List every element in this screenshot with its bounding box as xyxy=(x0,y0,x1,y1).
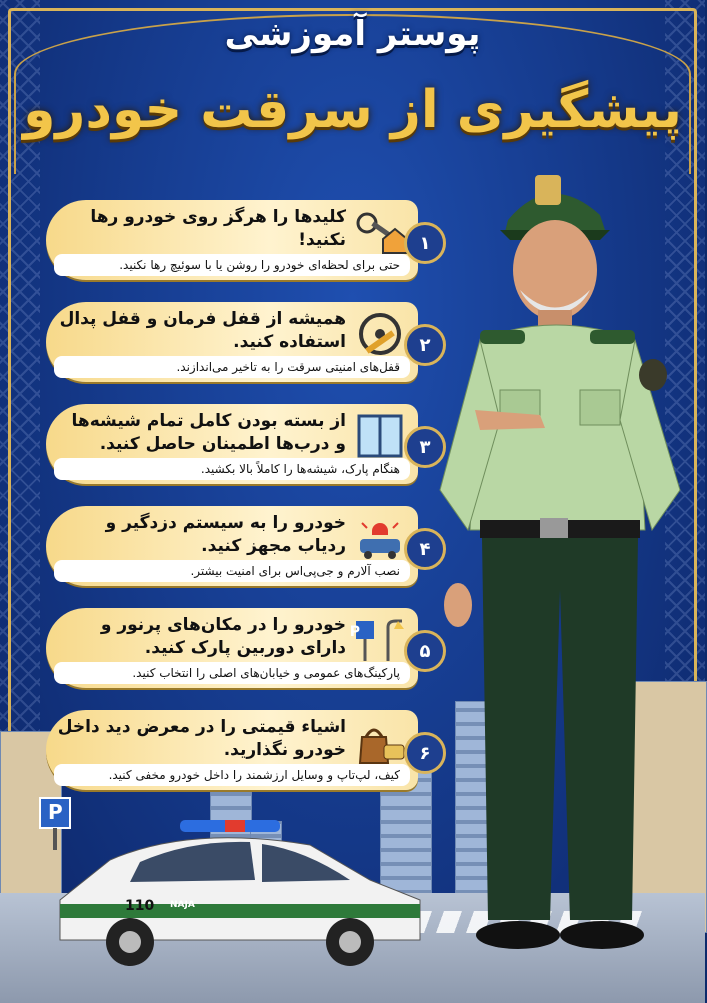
car-label: NAJA xyxy=(170,900,195,910)
valuables-bag-icon xyxy=(350,718,410,766)
tip-number: ۲ xyxy=(404,324,446,366)
police-officer-illustration xyxy=(440,160,690,980)
poster-subtitle: پوستر آموزشی xyxy=(224,14,481,54)
tip-heading: کلیدها را هرگز روی خودرو رها نکنید! xyxy=(90,207,346,250)
poster-title: پیشگیری از سرقت خودرو xyxy=(23,80,682,140)
tip-card-4 xyxy=(46,506,431,586)
tip-detail: نصب آلارم و جی‌پی‌اس برای امنیت بیشتر. xyxy=(54,560,410,582)
svg-text:P: P xyxy=(349,624,360,640)
window-icon xyxy=(350,412,410,460)
tip-card-5 xyxy=(46,608,431,688)
tip-detail: حتی برای لحظه‌ای خودرو را روشن یا با سوئیچ رها نکنید. xyxy=(54,254,410,276)
key-house-icon xyxy=(350,208,410,256)
tip-number: ۳ xyxy=(404,426,446,468)
parking-sign-letter: P xyxy=(48,800,63,824)
tip-detail: پارکینگ‌های عمومی و خیابان‌های اصلی را انتخاب کنید. xyxy=(54,662,410,684)
tip-heading: از بسته بودن کامل تمام شیشه‌ها و درب‌ها اطمینان حاصل کنید. xyxy=(71,411,346,454)
car-alarm-icon xyxy=(350,514,410,562)
steering-lock-icon xyxy=(350,310,410,358)
tip-heading: اشیاء قیمتی را در معرض دید داخل خودرو نگذارید. xyxy=(57,717,346,760)
tip-number: ۱ xyxy=(404,222,446,264)
tip-card-6 xyxy=(46,710,431,790)
tip-number: ۵ xyxy=(404,630,446,672)
tip-detail: هنگام پارک، شیشه‌ها را کاملاً بالا بکشید. xyxy=(54,458,410,480)
shoulder-patch-icon xyxy=(639,359,667,391)
tip-heading: همیشه از قفل فرمان و قفل پدال استفاده کنید. xyxy=(59,309,346,352)
tip-detail: قفل‌های امنیتی سرقت را به تاخیر می‌اندازند. xyxy=(54,356,410,378)
tip-card-1 xyxy=(46,200,431,280)
tip-heading: خودرو را به سیستم دزدگیر و ردیاب مجهز کنید. xyxy=(105,513,346,556)
parking-light-icon xyxy=(350,616,410,664)
tip-card-3 xyxy=(46,404,431,484)
car-number: 110 xyxy=(125,898,155,914)
tip-heading: خودرو را در مکان‌های پرنور و دارای دوربین پارک کنید. xyxy=(100,615,346,658)
tip-detail: کیف، لپ‌تاپ و وسایل ارزشمند را داخل خودرو مخفی کنید. xyxy=(54,764,410,786)
tip-card-2 xyxy=(46,302,431,382)
police-car-illustration xyxy=(50,820,430,970)
tip-number: ۴ xyxy=(404,528,446,570)
cap-badge-icon xyxy=(535,175,561,205)
tip-number: ۶ xyxy=(404,732,446,774)
